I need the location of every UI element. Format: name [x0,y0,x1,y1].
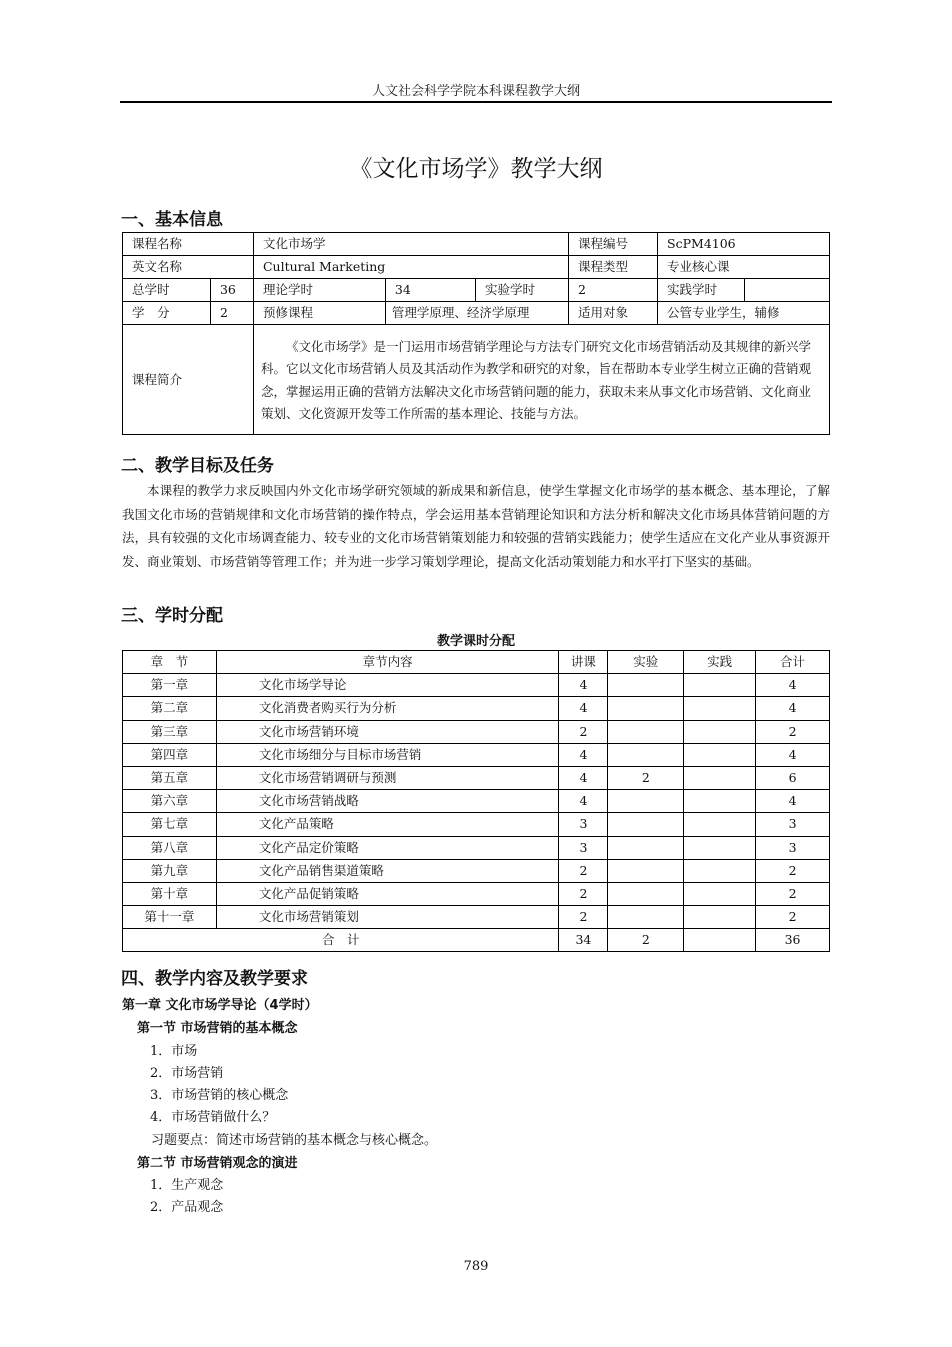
section-2-title: 第二节 市场营销观念的演进 [137,1156,298,1171]
total-hours-value: 36 [210,279,253,302]
chapter-cell: 第九章 [123,859,217,882]
lecture-cell: 4 [559,697,608,720]
practice-cell [684,697,756,720]
total-cell: 4 [756,790,830,813]
total-cell: 2 [756,720,830,743]
table-row [123,674,830,697]
list-item: 1．市场 [150,1044,198,1059]
credits-value: 2 [210,302,253,325]
content-cell: 文化产品促销策略 [216,882,559,905]
practice-cell [684,743,756,766]
column-header: 合计 [756,651,830,674]
total-cell: 2 [756,906,830,929]
content-cell: 文化市场营销策划 [216,906,559,929]
lecture-cell: 4 [559,674,608,697]
hours-table-caption: 教学课时分配 [436,634,515,649]
column-header: 实践 [684,651,756,674]
total-lecture: 34 [559,929,608,952]
basic-info-table [122,232,830,435]
table-row [123,302,830,325]
table-row [123,256,830,279]
intro-text: 《文化市场学》是一门运用市场营销学理论与方法专门研究文化市场营销活动及其规律的新兴学科。它以文化市场营销人员及其活动作为教学和研究的对象，旨在帮助本专业学生树立正确的营销观念，掌握运用正确的营销方法解决文化市场营销问题的能力，获取未来从事文化市场营销、文化商业策划、文化资源开发等工作所需的基本理论、技能与方法。 [253,325,829,435]
list-item: 4．市场营销做什么？ [150,1110,276,1125]
table-row [123,325,830,435]
practice-cell [684,906,756,929]
lab-cell [608,906,684,929]
table-row [123,233,830,256]
course-type-label: 课程类型 [569,256,658,279]
english-name-label: 英文名称 [123,256,254,279]
practice-cell [684,882,756,905]
table-row [123,766,830,789]
english-name-value: Cultural Marketing [253,256,568,279]
total-cell: 2 [756,859,830,882]
lecture-cell: 4 [559,790,608,813]
course-name-label: 课程名称 [123,233,254,256]
hours-table [122,650,830,952]
content-cell: 文化消费者购买行为分析 [216,697,559,720]
content-cell: 文化产品策略 [216,813,559,836]
chapter-cell: 第六章 [123,790,217,813]
audience-value: 公管专业学生，辅修 [658,302,830,325]
section-1-title: 第一节 市场营销的基本概念 [137,1021,298,1036]
total-lab: 2 [608,929,684,952]
lab-cell [608,674,684,697]
running-header: 人文社会科学学院本科课程教学大纲 [371,84,580,99]
practice-cell [684,813,756,836]
lecture-cell: 2 [559,906,608,929]
total-cell: 3 [756,836,830,859]
table-header-row [123,651,830,674]
table-row [123,859,830,882]
course-type-value: 专业核心课 [658,256,830,279]
chapter-cell: 第五章 [123,766,217,789]
prereq-label: 预修课程 [253,302,385,325]
table-row [123,743,830,766]
total-cell: 3 [756,813,830,836]
lecture-cell: 2 [559,882,608,905]
course-name-value: 文化市场学 [253,233,568,256]
column-header: 实验 [608,651,684,674]
column-header: 章节内容 [216,651,559,674]
chapter-cell: 第四章 [123,743,217,766]
prereq-value: 管理学原理、经济学原理 [385,302,568,325]
exercise-note: 习题要点：简述市场营销的基本概念与核心概念。 [151,1133,438,1148]
content-cell: 文化市场营销战略 [216,790,559,813]
lab-cell [608,697,684,720]
total-cell: 6 [756,766,830,789]
theory-hours-value: 34 [385,279,475,302]
practice-cell [684,859,756,882]
chapter-cell: 第十章 [123,882,217,905]
document-title: 《文化市场学》教学大纲 [349,156,603,182]
credits-label: 学 分 [123,302,211,325]
lab-hours-label: 实验学时 [475,279,568,302]
section-heading-objectives: 二、教学目标及任务 [121,456,274,476]
total-row [123,929,830,952]
lecture-cell: 3 [559,813,608,836]
practice-cell [684,766,756,789]
section-heading-basic-info: 一、基本信息 [121,210,223,230]
chapter-1-title: 第一章 文化市场学导论（4学时） [122,998,318,1013]
practice-cell [684,836,756,859]
list-item: 3．市场营销的核心概念 [150,1088,289,1103]
header-rule [120,101,832,103]
section-heading-content: 四、教学内容及教学要求 [121,969,308,989]
lecture-cell: 3 [559,836,608,859]
table-row [123,836,830,859]
table-row [123,697,830,720]
table-row [123,813,830,836]
content-cell: 文化市场细分与目标市场营销 [216,743,559,766]
practice-cell [684,674,756,697]
table-row [123,790,830,813]
content-cell: 文化市场学导论 [216,674,559,697]
list-item: 2．市场营销 [150,1066,224,1081]
table-row [123,882,830,905]
lecture-cell: 4 [559,743,608,766]
intro-label: 课程简介 [123,325,254,435]
chapter-cell: 第一章 [123,674,217,697]
chapter-cell: 第七章 [123,813,217,836]
content-cell: 文化产品定价策略 [216,836,559,859]
chapter-cell: 第三章 [123,720,217,743]
content-cell: 文化市场营销环境 [216,720,559,743]
lab-cell [608,743,684,766]
total-cell: 2 [756,882,830,905]
total-practice [684,929,756,952]
total-label: 合 计 [123,929,559,952]
lab-cell [608,813,684,836]
lab-cell: 2 [608,766,684,789]
course-code-label: 课程编号 [569,233,658,256]
table-row [123,720,830,743]
practice-cell [684,720,756,743]
total-hours-label: 总学时 [123,279,211,302]
list-item: 2．产品观念 [150,1200,224,1215]
chapter-cell: 第二章 [123,697,217,720]
lab-cell [608,836,684,859]
total-cell: 4 [756,674,830,697]
lab-hours-value: 2 [569,279,658,302]
total-cell: 4 [756,697,830,720]
total-cell: 4 [756,743,830,766]
lab-cell [608,790,684,813]
practice-cell [684,790,756,813]
hours-table-body [123,674,830,929]
chapter-cell: 第八章 [123,836,217,859]
lecture-cell: 4 [559,766,608,789]
practice-hours-value [745,279,830,302]
list-item: 1．生产观念 [150,1178,224,1193]
lab-cell [608,859,684,882]
lecture-cell: 2 [559,859,608,882]
column-header: 讲课 [559,651,608,674]
lab-cell [608,720,684,743]
objectives-paragraph: 本课程的教学力求反映国内外文化市场学研究领域的新成果和新信息，使学生掌握文化市场学的基本概念、基本理论，了解我国文化市场的营销规律和文化市场营销的操作特点，学会运用基本营销理论知识和方法分析和解决文化市场具体营销问题的方法，具有较强的文化市场调查能力、较专业的文化市场营销策划能力和较强的营销实践能力；使学生适应在文化产业从事资源开发、商业策划、市场营销等管理工作；并为进一步学习策划学理论，提高文化活动策划能力和水平打下坚实的基础。 [122,483,830,569]
table-row [123,906,830,929]
course-code-value: ScPM4106 [658,233,830,256]
audience-label: 适用对象 [569,302,658,325]
theory-hours-label: 理论学时 [253,279,385,302]
column-header: 章 节 [123,651,217,674]
content-cell: 文化市场营销调研与预测 [216,766,559,789]
section-heading-hours: 三、学时分配 [121,606,223,626]
table-row [123,279,830,302]
page-number: 789 [463,1259,489,1274]
lecture-cell: 2 [559,720,608,743]
practice-hours-label: 实践学时 [658,279,745,302]
content-cell: 文化产品销售渠道策略 [216,859,559,882]
total-sum: 36 [756,929,830,952]
lab-cell [608,882,684,905]
chapter-cell: 第十一章 [123,906,217,929]
